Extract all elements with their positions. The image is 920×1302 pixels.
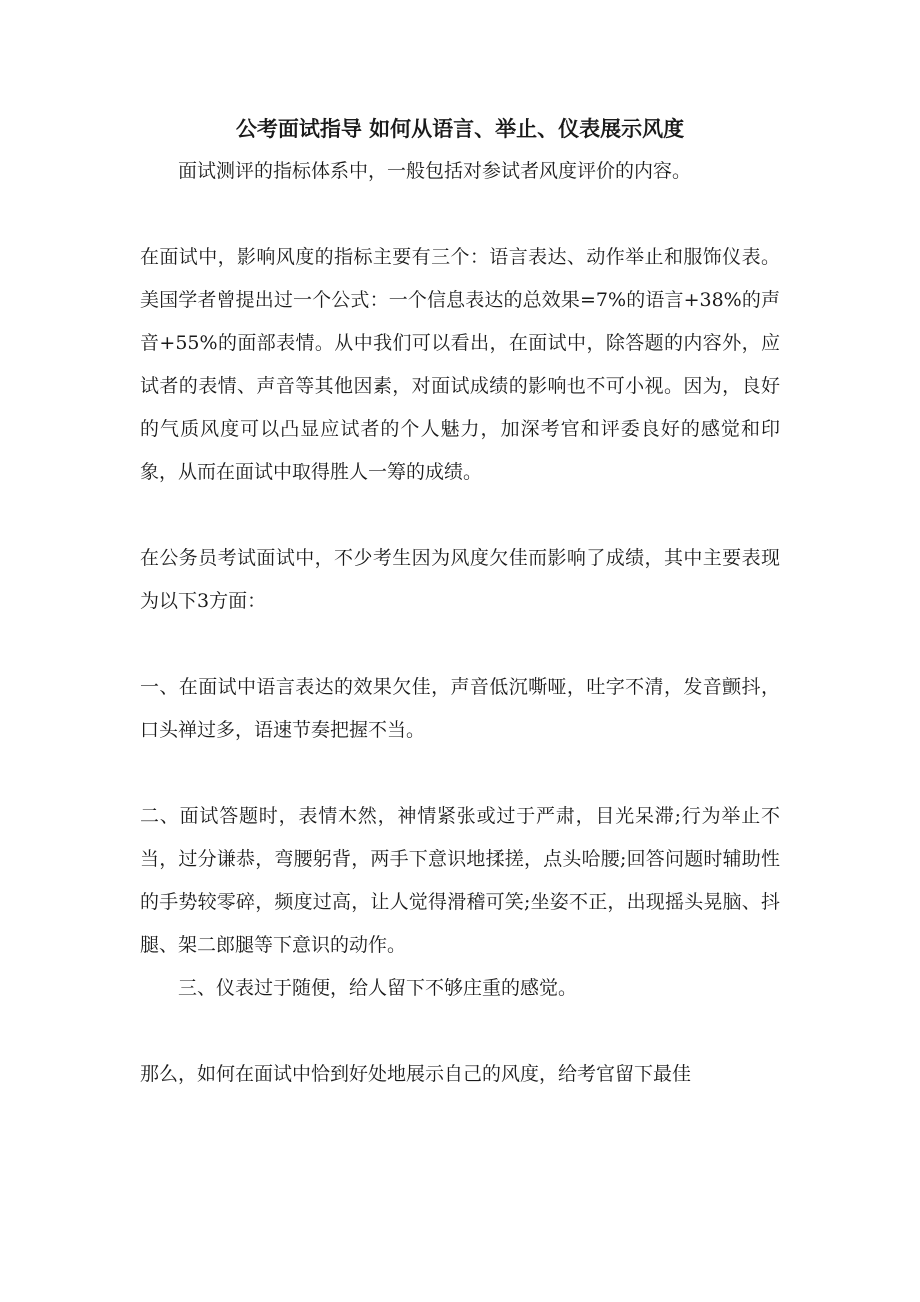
paragraph-point-one: 一、在面试中语言表达的效果欠佳，声音低沉嘶哑，吐字不清，发音颤抖，口头禅过多，语速节奏把握不当。 [140, 676, 780, 741]
paragraph-gap [140, 623, 780, 666]
intro-paragraph: 面试测评的指标体系中，一般包括对参试者风度评价的内容。 [178, 160, 692, 182]
paragraph-conclusion: 那么，如何在面试中恰到好处地展示自己的风度，给考官留下最佳 [140, 1063, 692, 1085]
document-page [140, 108, 780, 1096]
document-title: 公考面试指导 如何从语言、举止、仪表展示风度 [235, 116, 685, 141]
paragraph-problems-intro: 在公务员考试面试中，不少考生因为风度欠佳而影响了成绩，其中主要表现为以下3方面： [140, 547, 780, 612]
paragraph-gap [140, 1010, 780, 1053]
paragraph-gap [140, 494, 780, 537]
paragraph-point-three: 三、仪表过于随便，给人留下不够庄重的感觉。 [178, 977, 578, 999]
paragraph-indicators: 在面试中，影响风度的指标主要有三个：语言表达、动作举止和服饰仪表。美国学者曾提出过一个公式：一个信息表达的总效果=7%的语言+38%的声音+55%的面部表情。从中我们可以看出，在面试中，除答题的内容外，应试者的表情、声音等其他因素，对面试成绩的影响也不可小视。因为，良好的气质风度可以凸显应试者的个人魅力，加深考官和评委良好的感觉和印象，从而在面试中取得胜人一筹的成绩。 [140, 246, 780, 483]
paragraph-point-two: 二、面试答题时，表情木然，神情紧张或过于严肃，目光呆滞;行为举止不当，过分谦恭，弯腰躬背，两手下意识地揉搓，点头哈腰;回答问题时辅助性的手势较零碎，频度过高，让人觉得滑稽可笑;坐姿不正，出现摇头晃脑、抖腿、架二郎腿等下意识的动作。 [140, 805, 780, 956]
paragraph-gap [140, 752, 780, 795]
paragraph-gap [140, 193, 780, 236]
